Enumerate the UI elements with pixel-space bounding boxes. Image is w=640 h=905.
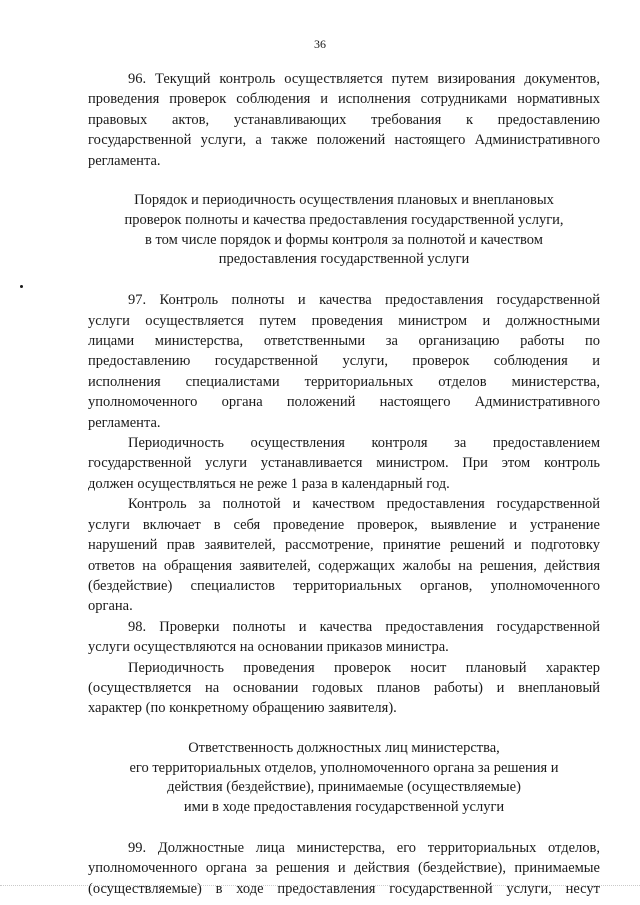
heading-line: Порядок и периодичность осуществления плановых и внеплановых: [134, 192, 554, 209]
paragraph-line: 99. Должностные лица министерства, его территориальных отделов,: [128, 839, 600, 856]
section-heading-control: [88, 191, 600, 270]
paragraph-line: уполномоченного органа положений настоящего Административного: [88, 394, 600, 411]
paragraph-line: 98. Проверки полноты и качества предоставления государственной: [128, 618, 600, 635]
paragraph-line: государственной услуги, а также положений настоящего Административного: [88, 132, 600, 149]
heading-line: его территориальных отделов, уполномоченного органа за решения и: [129, 759, 559, 776]
paragraph-line: регламента.: [88, 152, 161, 169]
paragraph-97: [88, 290, 600, 433]
paragraph-line: услуги осуществляется путем проведения министром и должностными: [88, 312, 600, 329]
paragraph-line: органа.: [88, 598, 133, 615]
paragraph-line: Периодичность проведения проверок носит плановый характер: [128, 659, 600, 676]
paragraph-96: [88, 69, 600, 171]
paragraph-line: (осуществляется на основании годовых планов работы) и внеплановый: [88, 679, 600, 696]
paragraph-line: должен осуществляться не реже 1 раза в календарный год.: [88, 475, 450, 492]
paragraph-97-periodicity: [88, 433, 600, 494]
paragraph-line: 97. Контроль полноты и качества предоставления государственной: [128, 292, 600, 309]
heading-line: в том числе порядок и формы контроля за полнотой и качеством: [145, 231, 543, 248]
paragraph-line: исполнения специалистами территориальных отделов министерства,: [88, 373, 600, 390]
paragraph-line: характер (по конкретному обращению заявителя).: [88, 700, 397, 717]
paragraph-line: проведения проверок соблюдения и исполнения сотрудниками нормативных: [88, 91, 600, 108]
paragraph-98-periodicity: [88, 658, 600, 719]
section-heading-responsibility: [88, 739, 600, 818]
paragraph-line: регламента.: [88, 414, 161, 431]
paragraph-line: правовых актов, устанавливающих требования к предоставлению: [88, 111, 600, 128]
paragraph-line: ответов на обращения заявителей, содержащих жалобы на решения, действия: [88, 557, 600, 574]
paragraph-line: услуги включает в себя проведение проверок, выявление и устранение: [88, 516, 600, 533]
paragraph-99: [88, 838, 600, 899]
document-body: [88, 69, 600, 899]
paragraph-line: услуги осуществляются на основании приказов министра.: [88, 639, 449, 656]
heading-line: ими в ходе предоставления государственной услуги: [183, 799, 505, 816]
paragraph-line: предоставлению государственной услуги, проверок соблюдения и: [88, 353, 600, 370]
paragraph-98: [88, 617, 600, 658]
heading-line: Ответственность должностных лиц министерства,: [188, 739, 500, 756]
heading-line: действия (бездействие), принимаемые (осуществляемые): [167, 779, 521, 796]
paragraph-line: (бездействие) специалистов территориальных органов, уполномоченного: [88, 577, 600, 594]
heading-line: предоставления государственной услуги: [218, 251, 470, 268]
paragraph-line: Контроль за полнотой и качеством предоставления государственной: [128, 496, 600, 513]
margin-mark: [20, 285, 23, 288]
heading-line: проверок полноты и качества предоставления государственной услуги,: [124, 211, 564, 228]
paragraph-97-control-scope: [88, 494, 600, 616]
paragraph-line: нарушений прав заявителей, рассмотрение, принятие решений и подготовку: [88, 537, 600, 554]
paragraph-line: лицами министерства, ответственными за организацию работы по: [88, 333, 600, 350]
page-number: 36: [314, 37, 326, 51]
paragraph-line: государственной услуги устанавливается министром. При этом контроль: [88, 455, 600, 472]
scan-edge-artifact: [0, 885, 640, 889]
paragraph-line: (осуществляемые) в ходе предоставления государственной услуги, несут: [88, 880, 600, 897]
paragraph-line: Периодичность осуществления контроля за предоставлением: [128, 435, 600, 452]
paragraph-line: 96. Текущий контроль осуществляется путем визирования документов,: [128, 71, 600, 87]
paragraph-line: уполномоченного органа за решения и действия (бездействие), принимаемые: [88, 860, 600, 877]
